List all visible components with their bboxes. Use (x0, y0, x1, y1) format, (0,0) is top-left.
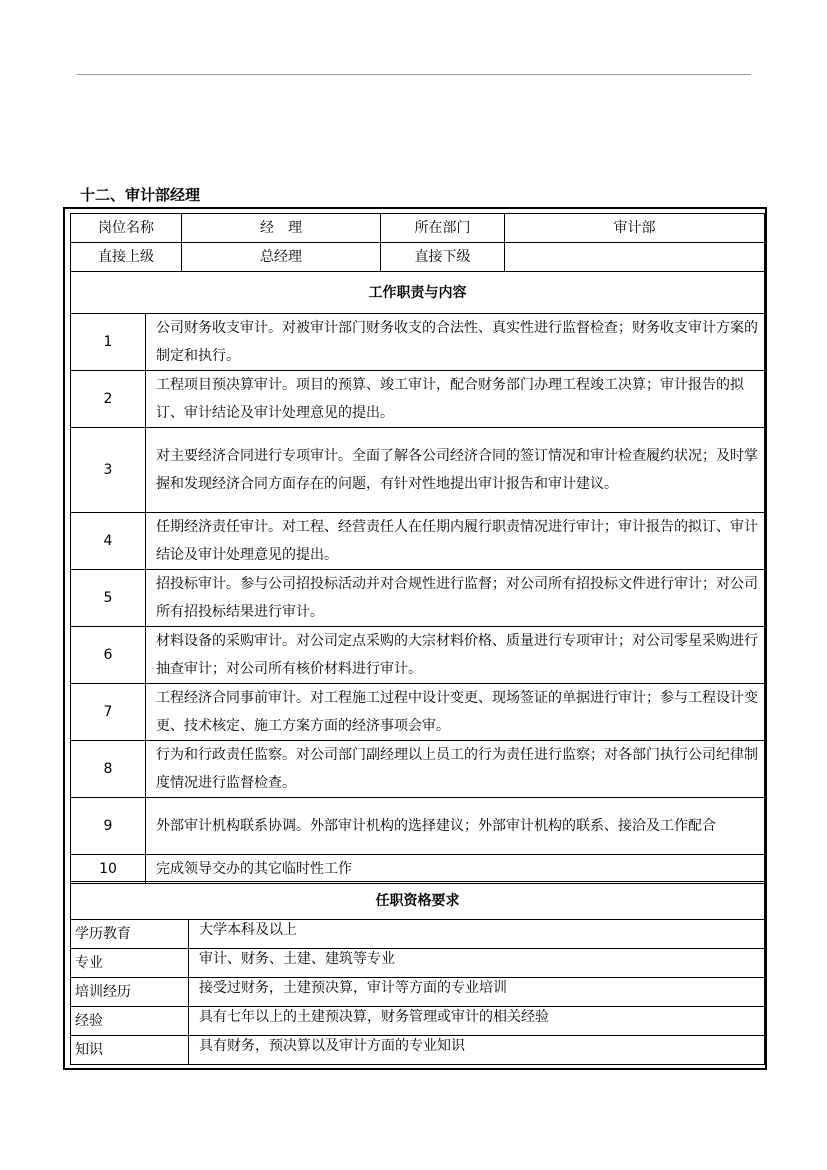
job-info-table (70, 213, 765, 884)
duty-text: 材料设备的采购审计。对公司定点采购的大宗材料价格、质量进行专项审计；对公司零星采购进行抽查审计；对公司所有核价材料进行审计。 (146, 627, 765, 684)
dept-value: 审计部 (505, 214, 765, 243)
duty-row (71, 371, 765, 428)
table-row (71, 214, 765, 243)
qualification-label: 知识 (71, 1036, 189, 1065)
duty-text: 任期经济责任审计。对工程、经营责任人在任期内履行职责情况进行审计；审计报告的拟订、审计结论及审计处理意见的提出。 (146, 513, 765, 570)
duty-text: 招投标审计。参与公司招投标活动并对合规性进行监督；对公司所有招投标文件进行审计；对公司所有招投标结果进行审计。 (146, 570, 765, 627)
superior-label: 直接上级 (71, 243, 182, 272)
duty-text: 公司财务收支审计。对被审计部门财务收支的合法性、真实性进行监督检查；财务收支审计方案的制定和执行。 (146, 314, 765, 371)
duty-number: 4 (71, 513, 146, 570)
duty-row (71, 684, 765, 741)
duty-number: 6 (71, 627, 146, 684)
duty-text: 外部审计机构联系协调。外部审计机构的选择建议；外部审计机构的联系、接洽及工作配合 (146, 798, 765, 855)
duty-text: 工程项目预决算审计。项目的预算、竣工审计，配合财务部门办理工程竣工决算；审计报告的拟订、审计结论及审计处理意见的提出。 (146, 371, 765, 428)
dept-label: 所在部门 (381, 214, 505, 243)
qualifications-title: 任职资格要求 (71, 882, 765, 920)
duty-row (71, 570, 765, 627)
duty-number: 2 (71, 371, 146, 428)
duty-text: 行为和行政责任监察。对公司部门副经理以上员工的行为责任进行监察；对各部门执行公司纪律制度情况进行监督检查。 (146, 741, 765, 798)
qualification-row (71, 920, 765, 949)
duty-row (71, 798, 765, 855)
qualification-label: 学历教育 (71, 920, 189, 949)
duty-text: 对主要经济合同进行专项审计。全面了解各公司经济合同的签订情况和审计检查履约状况；及时掌握和发现经济合同方面存在的问题，有针对性地提出审计报告和审计建议。 (146, 428, 765, 513)
qualification-value: 具有财务，预决算以及审计方面的专业知识 (189, 1036, 765, 1065)
duty-row (71, 627, 765, 684)
duty-number: 7 (71, 684, 146, 741)
subordinate-value (505, 243, 765, 272)
qualification-value: 接受过财务，土建预决算，审计等方面的专业培训 (189, 978, 765, 1007)
header-rule (77, 74, 751, 75)
qualification-label: 培训经历 (71, 978, 189, 1007)
qualification-row (71, 949, 765, 978)
duty-number: 1 (71, 314, 146, 371)
table-row (71, 243, 765, 272)
duty-row (71, 741, 765, 798)
superior-value: 总经理 (182, 243, 381, 272)
duty-text: 工程经济合同事前审计。对工程施工过程中设计变更、现场签证的单据进行审计；参与工程设计变更、技术核定、施工方案方面的经济事项会审。 (146, 684, 765, 741)
duty-row (71, 314, 765, 371)
duty-row (71, 428, 765, 513)
section-title: 十二、审计部经理 (80, 186, 201, 204)
duty-number: 9 (71, 798, 146, 855)
duty-row (71, 855, 765, 884)
qualification-row (71, 1007, 765, 1036)
position-label: 岗位名称 (71, 214, 182, 243)
duties-title: 工作职责与内容 (71, 272, 765, 314)
duty-number: 10 (71, 855, 146, 884)
qualification-value: 审计、财务、土建、建筑等专业 (189, 949, 765, 978)
qualifications-table (70, 881, 765, 1065)
qualification-label: 经验 (71, 1007, 189, 1036)
position-value: 经 理 (182, 214, 381, 243)
duty-text: 完成领导交办的其它临时性工作 (146, 855, 765, 884)
qualification-value: 大学本科及以上 (189, 920, 765, 949)
qualification-row (71, 1036, 765, 1065)
duty-row (71, 513, 765, 570)
qualification-row (71, 978, 765, 1007)
duty-number: 5 (71, 570, 146, 627)
table-row (71, 882, 765, 920)
qualification-label: 专业 (71, 949, 189, 978)
table-row (71, 272, 765, 314)
duty-number: 8 (71, 741, 146, 798)
duty-number: 3 (71, 428, 146, 513)
qualification-value: 具有七年以上的土建预决算，财务管理或审计的相关经验 (189, 1007, 765, 1036)
subordinate-label: 直接下级 (381, 243, 505, 272)
